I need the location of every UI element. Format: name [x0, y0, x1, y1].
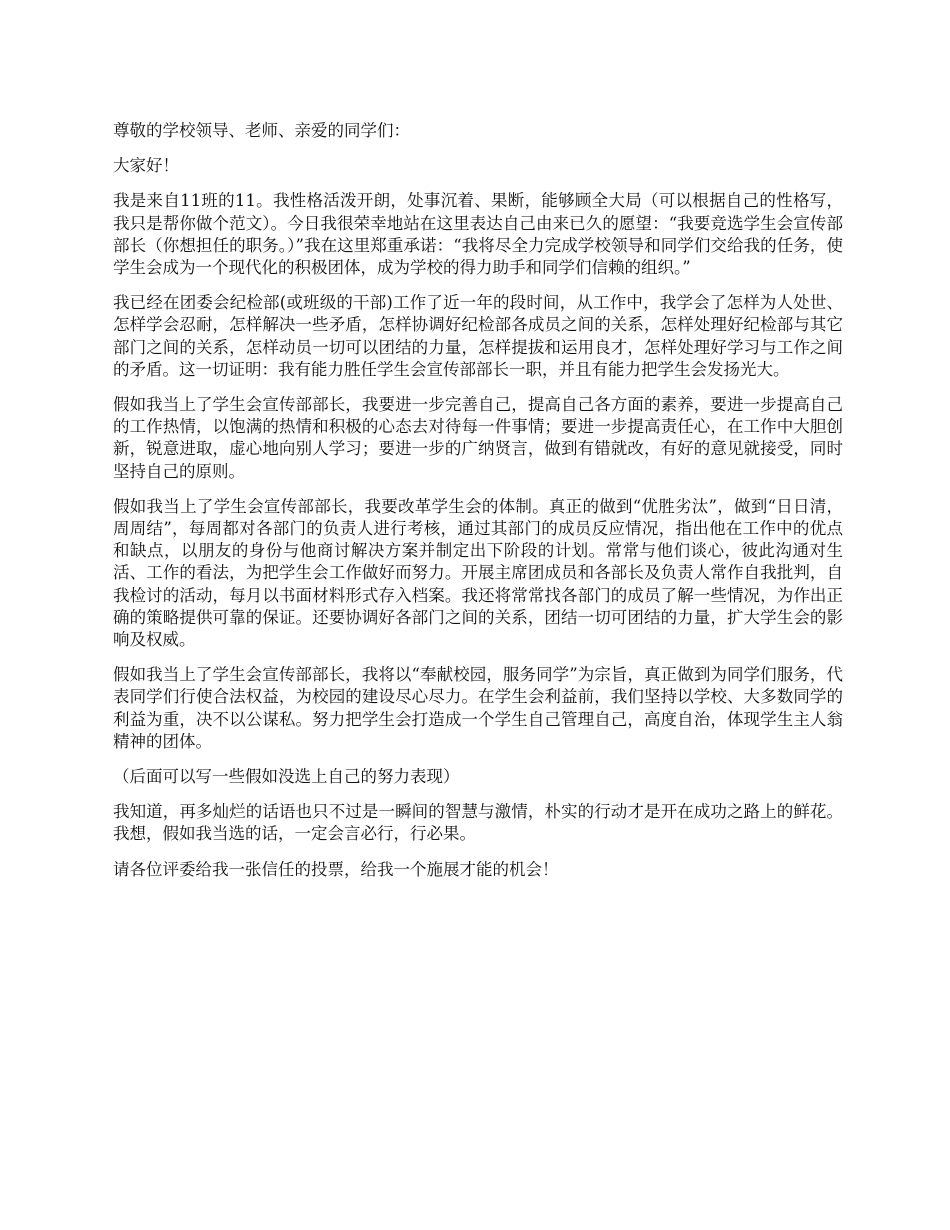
paragraph-note: （后面可以写一些假如没选上自己的努力表现） — [113, 767, 460, 787]
paragraph-self-improvement: 假如我当上了学生会宣传部部长，我要进一步完善自己，提高自己各方面的素养，要进一步提高自己的工作热情，以饱满的热情和积极的心态去对待每一件事情；要进一步提高责任心，在工作中大胆创新，锐意进取，虚心地向别人学习；要进一步的广纳贤言，做到有错就改，有好的意见就接受，同时坚持自己的原则。 — [113, 395, 843, 481]
paragraph-experience: 我已经在团委会纪检部(或班级的干部)工作了近一年的段时间，从工作中，我学会了怎样为人处世、怎样学会忍耐，怎样解决一些矛盾，怎样协调好纪检部各成员之间的关系，怎样处理好纪检部与其它部门之间的关系，怎样动员一切可以团结的力量，怎样提拔和运用良才，怎样处理好学习与工作之间的矛盾。这一切证明：我有能力胜任学生会宣传部部长一职，并且有能力把学生会发扬光大。 — [113, 293, 843, 379]
paragraph-reform: 假如我当上了学生会宣传部部长，我要改革学生会的体制。真正的做到“优胜劣汰”，做到“日日清，周周结”，每周都对各部门的负责人进行考核，通过其部门的成员反应情况，指出他在工作中的优点和缺点，以朋友的身份与他商讨解决方案并制定出下阶段的计划。常常与他们谈心，彼此沟通对生活、工作的看法，为把学生会工作做好而努力。开展主席团成员和各部长及负责人常作自我批判，自我检讨的活动，每月以书面材料形式存入档案。我还将常常找各部门的成员了解一些情况，为作出正确的策略提供可靠的保证。还要协调好各部门之间的关系，团结一切可团结的力量，扩大学生会的影响及权威。 — [113, 496, 843, 650]
document-body — [113, 120, 843, 894]
paragraph-service: 假如我当上了学生会宣传部部长，我将以“奉献校园，服务同学”为宗旨，真正做到为同学们服务，代表同学们行使合法权益，为校园的建设尽心尽力。在学生会利益前，我们坚持以学校、大多数同学的利益为重，决不以公谋私。努力把学生会打造成一个学生自己管理自己，高度自治，体现学生主人翁精神的团体。 — [113, 665, 843, 751]
paragraph-self-introduction: 我是来自11班的11。我性格活泼开朗，处事沉着、果断，能够顾全大局（可以根据自己的性格写，我只是帮你做个范文）。今日我很荣幸地站在这里表达自己由来已久的愿望：“我要竞选学生会宣传部部长（你想担任的职务。）”我在这里郑重承诺：“我将尽全力完成学校领导和同学们交给我的任务，使学生会成为一个现代化的积极团体，成为学校的得力助手和同学们信赖的组织。” — [113, 191, 843, 278]
salutation: 尊敬的学校领导、老师、亲爱的同学们： — [113, 121, 410, 140]
paragraph-closing: 我知道，再多灿烂的话语也只不过是一瞬间的智慧与激情，朴实的行动才是开在成功之路上的鲜花。我想，假如我当选的话，一定会言必行，行必果。 — [113, 802, 843, 844]
greeting: 大家好！ — [113, 156, 179, 176]
paragraph-appeal: 请各位评委给我一张信任的投票，给我一个施展才能的机会！ — [113, 859, 559, 879]
